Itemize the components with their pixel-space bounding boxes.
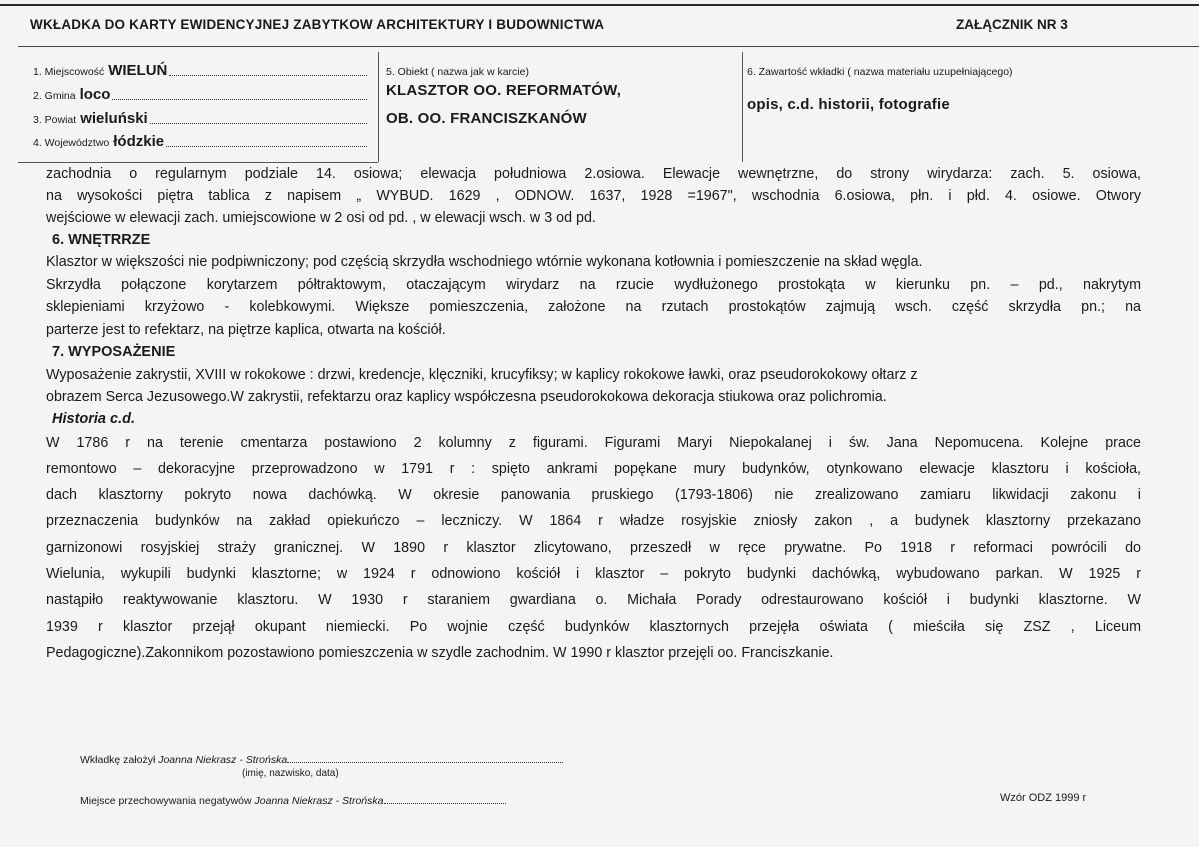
text-line: dach klasztorny pokryto nowa dachówką. W okresie panowania pruskiego (1793-1806) nie zrealizowano zamiaru likwidacji zakonu i: [46, 487, 1141, 504]
text-line: Skrzydła połączone korytarzem półtraktowym, otaczającym wirydarz na rzucie wydłużonego prostokąta w kierunku pn. – pd., nakrytym: [46, 276, 1141, 293]
commune-field: [33, 86, 367, 103]
dotted-line: [112, 98, 367, 100]
dotted-line: [287, 761, 563, 763]
text-line: obrazem Serca Jezusowego.W zakrystii, refektarzu oraz kaplicy współczesna pseudorokokowa dekoracja stiukowa oraz polichromia.: [46, 389, 887, 405]
commune-value: loco: [79, 86, 111, 103]
history-heading: Historia c.d.: [52, 410, 135, 427]
town-value: WIELUŃ: [108, 62, 168, 79]
dotted-line: [384, 802, 506, 804]
text-line: Klasztor w większości nie podpiwniczony; pod częścią skrzydła wschodniego wtórnie wykonana kotłownia i pomieszczenie na skład węgla.: [46, 254, 923, 270]
title-divider: [18, 46, 1199, 47]
text-line: zachodnia o regularnym podziale 14. osiowa; elewacja południowa 2.osiowa. Elewacje wewnętrzne, do strony wirydarza: zach. 5. osiowa,: [46, 166, 1141, 182]
commune-label: 2. Gmina: [33, 90, 76, 102]
dotted-line: [150, 122, 367, 124]
author-name: Joanna Niekrasz - Strońska: [158, 754, 288, 766]
column-divider-2: [742, 52, 743, 162]
text-line: 1939 r klasztor przejął okupant niemiecki. Po wojnie część budynków klasztornych przejęła oświata ( mieściła się ZSZ , Liceum: [46, 618, 1141, 635]
text-line: Wyposażenie zakrystii, XVIII w rokokowe : drzwi, kredencje, klęczniki, krucyfiksy; w kaplicy rokokowe ławki, oraz pseudorokokowy ołtarz z: [46, 366, 918, 383]
negatives-line: [80, 795, 506, 807]
county-label: 3. Powiat: [33, 114, 77, 126]
text-line: garnizonowi rosyjskiej straży granicznej. W 1890 r klasztor zlicytowano, przeszedł w ręce prywatne. Po 1918 r reformaci powrócili do: [46, 539, 1141, 556]
annex-label: ZAŁĄCZNIK NR 3: [956, 17, 1068, 32]
document-title: WKŁADKA DO KARTY EWIDENCYJNEJ ZABYTKOW ARCHITEKTURY I BUDOWNICTWA: [30, 17, 605, 32]
dotted-line: [169, 74, 367, 76]
dotted-line: [166, 145, 367, 147]
text-line: Pedagogiczne).Zakonnikom pozostawiono pomieszczenia w szydle zachodnim. W 1990 r klasztor przejęli oo. Franciszkanie.: [46, 644, 834, 661]
negatives-name: Joanna Niekrasz - Strońska: [254, 795, 384, 807]
voivodeship-value: łódzkie: [113, 133, 165, 150]
top-border: [0, 4, 1199, 6]
text-line: parterze jest to refektarz, na piętrze kaplica, otwarta na kościół.: [46, 321, 446, 338]
text-line: nastąpiło reaktywowanie klasztoru. W 1930 r staraniem gwardiana o. Michała Porady odrestaurowano kościół i budynki klasztorne. W: [46, 592, 1141, 609]
voivodeship-field: [33, 133, 367, 150]
voivodeship-label: 4. Województwo: [33, 137, 110, 149]
text-line: sklepieniami krzyżowo - kolebkowymi. Większe pomieszczenia, założone na rzutach prostokątów zajmują wsch. część skrzydła pn.; na: [46, 299, 1141, 315]
town-field: [33, 62, 367, 79]
text-line: na wysokości piętra tablica z napisem „ WYBUD. 1629 , ODNOW. 1637, 1928 =1967", wschodnia 6.osiowa, płn. i płd. 4. osiowe. Otwory: [46, 188, 1141, 204]
text-line: W 1786 r na terenie cmentarza postawiono 2 kolumny z figurami. Figurami Maryi Niepokalanej i św. Jana Nepomucena. Kolejne prace: [46, 434, 1141, 451]
county-value: wieluński: [80, 110, 148, 127]
negatives-label: Miejsce przechowywania negatywów: [80, 795, 252, 807]
object-name-line2: OB. OO. FRANCISZKANÓW: [386, 110, 587, 127]
author-label: Wkładkę założył: [80, 754, 156, 766]
author-line: [80, 754, 563, 766]
column-divider-1: [378, 52, 379, 162]
document-body: [46, 163, 1141, 666]
text-line: remontowo – dekoracyjne przeprowadzono w 1791 r : spięto ankrami popękane mury budynków, otynkowano elewacje klasztoru i kościoła,: [46, 460, 1141, 477]
text-line: Wielunia, wykupili budynki klasztorne; w 1924 r odnowiono kościół i klasztor – pokryto budynki dachówką, wybudowano parkan. W 1925 r: [46, 565, 1141, 582]
county-field: [33, 110, 367, 127]
object-label: 5. Obiekt ( nazwa jak w karcie): [386, 66, 529, 78]
author-hint: (imię, nazwisko, data): [242, 768, 339, 779]
contents-value: opis, c.d. historii, fotografie: [747, 96, 950, 113]
template-version: Wzór ODZ 1999 r: [1000, 792, 1087, 804]
section-6-heading: 6. WNĘTRRZE: [52, 232, 151, 248]
object-name-line1: KLASZTOR OO. REFORMATÓW,: [386, 82, 622, 99]
section-7-heading: 7. WYPOSAŻENIE: [52, 344, 176, 360]
town-label: 1. Miejscowość: [33, 66, 105, 78]
contents-label: 6. Zawartość wkładki ( nazwa materiału uzupełniającego): [747, 66, 1013, 78]
text-line: wejściowe w elewacji zach. umiejscowione w 2 osi od pd. , w elewacji wsch. w 3 od pd.: [46, 210, 596, 226]
text-line: przeznaczenia budynków na zakład opiekuńczo – leczniczy. W 1864 r władze rosyjskie zniosły zakon , a budynek klasztorny przekazano: [46, 513, 1141, 530]
